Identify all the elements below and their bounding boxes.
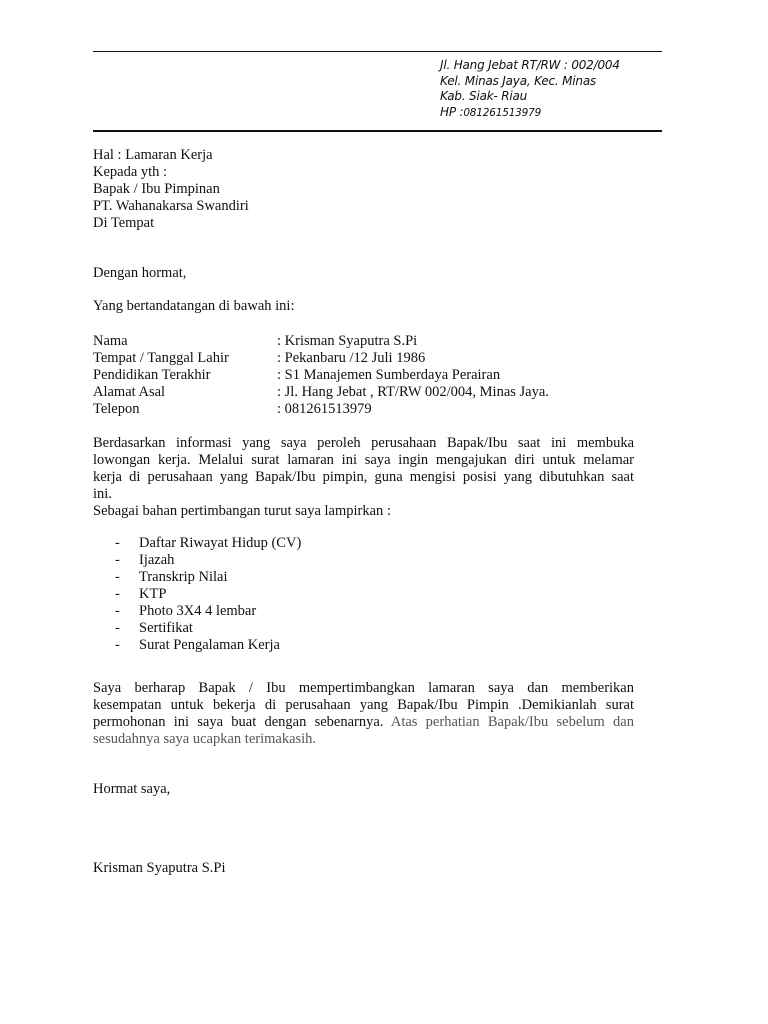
field-label: Nama [93,333,128,349]
applicant-fields [93,333,634,418]
address-phone [440,105,620,122]
attachment-list [115,535,656,654]
list-item-text: Daftar Riwayat Hidup (CV) [139,535,302,551]
list-bullet: - [115,586,120,602]
list-item-text: KTP [139,586,167,602]
list-bullet: - [115,552,120,568]
paragraph-line: lowongan kerja. Melalui surat lamaran ini saya ingin mengajukan diri untuk melamar [93,452,634,468]
paragraph-line: kerja di perusahaan yang Bapak/Ibu pimpin, guna mengisi posisi yang dibutuhkan saat [93,469,634,485]
field-row-address [93,384,634,401]
paragraph-line: kesempatan untuk bekerja di perusahaan yang Bapak/Ibu Pimpin .Demikianlah surat [93,697,634,713]
field-value: : Jl. Hang Jebat , RT/RW 002/004, Minas Jaya. [277,384,549,400]
list-item [115,620,656,637]
phone-label: HP : [440,104,464,119]
list-bullet: - [115,620,120,636]
paragraph-line-mixed [93,714,634,731]
field-row-education [93,367,634,384]
list-item [115,552,656,569]
field-label: Telepon [93,401,140,417]
address-line-3: Kab. Siak- Riau [440,89,528,103]
field-value: : S1 Manajemen Sumberdaya Perairan [277,367,501,383]
intro-line: Yang bertandatangan di bawah ini: [93,298,295,314]
list-bullet: - [115,637,120,653]
closing: Hormat saya, [93,781,171,797]
list-item-text: Ijazah [139,552,175,568]
address-line-1: Jl. Hang Jebat RT/RW : 002/004 [440,58,620,72]
phone-number: 081261513979 [463,106,542,119]
list-item [115,603,656,620]
list-item [115,569,656,586]
list-item [115,535,656,552]
signer-name: Krisman Syaputra S.Pi [93,860,226,876]
paragraph-segment: permohonan ini saya buat dengan sebenarnya. [93,714,384,730]
place-line: Di Tempat [93,215,155,231]
greeting: Dengan hormat, [93,265,187,281]
header-top-rule [93,51,662,52]
paragraph-line: Saya berharap Bapak / Ibu mempertimbangkan lamaran saya dan memberikan [93,680,634,696]
list-item [115,586,656,603]
body-paragraph-2 [93,680,634,748]
field-label: Pendidikan Terakhir [93,367,211,383]
field-row-phone [93,401,634,418]
paragraph-segment-gray: Atas perhatian Bapak/Ibu sebelum dan [383,714,634,730]
header-bottom-rule [93,130,662,132]
list-bullet: - [115,603,120,619]
field-value: : Pekanbaru /12 Juli 1986 [277,350,426,366]
field-label: Tempat / Tanggal Lahir [93,350,229,366]
field-value: : Krisman Syaputra S.Pi [277,333,418,349]
body-paragraph-1 [93,435,634,520]
sender-address [440,58,620,121]
list-bullet: - [115,535,120,551]
paragraph-line-gray: sesudahnya saya ucapkan terimakasih. [93,731,317,747]
attachments-intro: Sebagai bahan pertimbangan turut saya lampirkan : [93,503,391,519]
field-row-name [93,333,634,350]
list-item-text: Photo 3X4 4 lembar [139,603,257,619]
list-item-text: Transkrip Nilai [139,569,228,585]
list-bullet: - [115,569,120,585]
subject-line: Hal : Lamaran Kerja [93,147,213,163]
paragraph-line: Berdasarkan informasi yang saya peroleh perusahaan Bapak/Ibu saat ini membuka [93,435,634,451]
to-line: Kepada yth : [93,164,168,180]
field-value: : 081261513979 [277,401,372,417]
list-item-text: Surat Pengalaman Kerja [139,637,280,653]
field-row-birth [93,350,634,367]
recipient-block [93,147,634,232]
paragraph-line: ini. [93,486,112,502]
addressee-line: Bapak / Ibu Pimpinan [93,181,220,197]
address-line-2: Kel. Minas Jaya, Kec. Minas [440,73,597,88]
field-label: Alamat Asal [93,384,166,400]
company-line: PT. Wahanakarsa Swandiri [93,198,249,214]
list-item [115,637,656,654]
list-item-text: Sertifikat [139,620,193,636]
